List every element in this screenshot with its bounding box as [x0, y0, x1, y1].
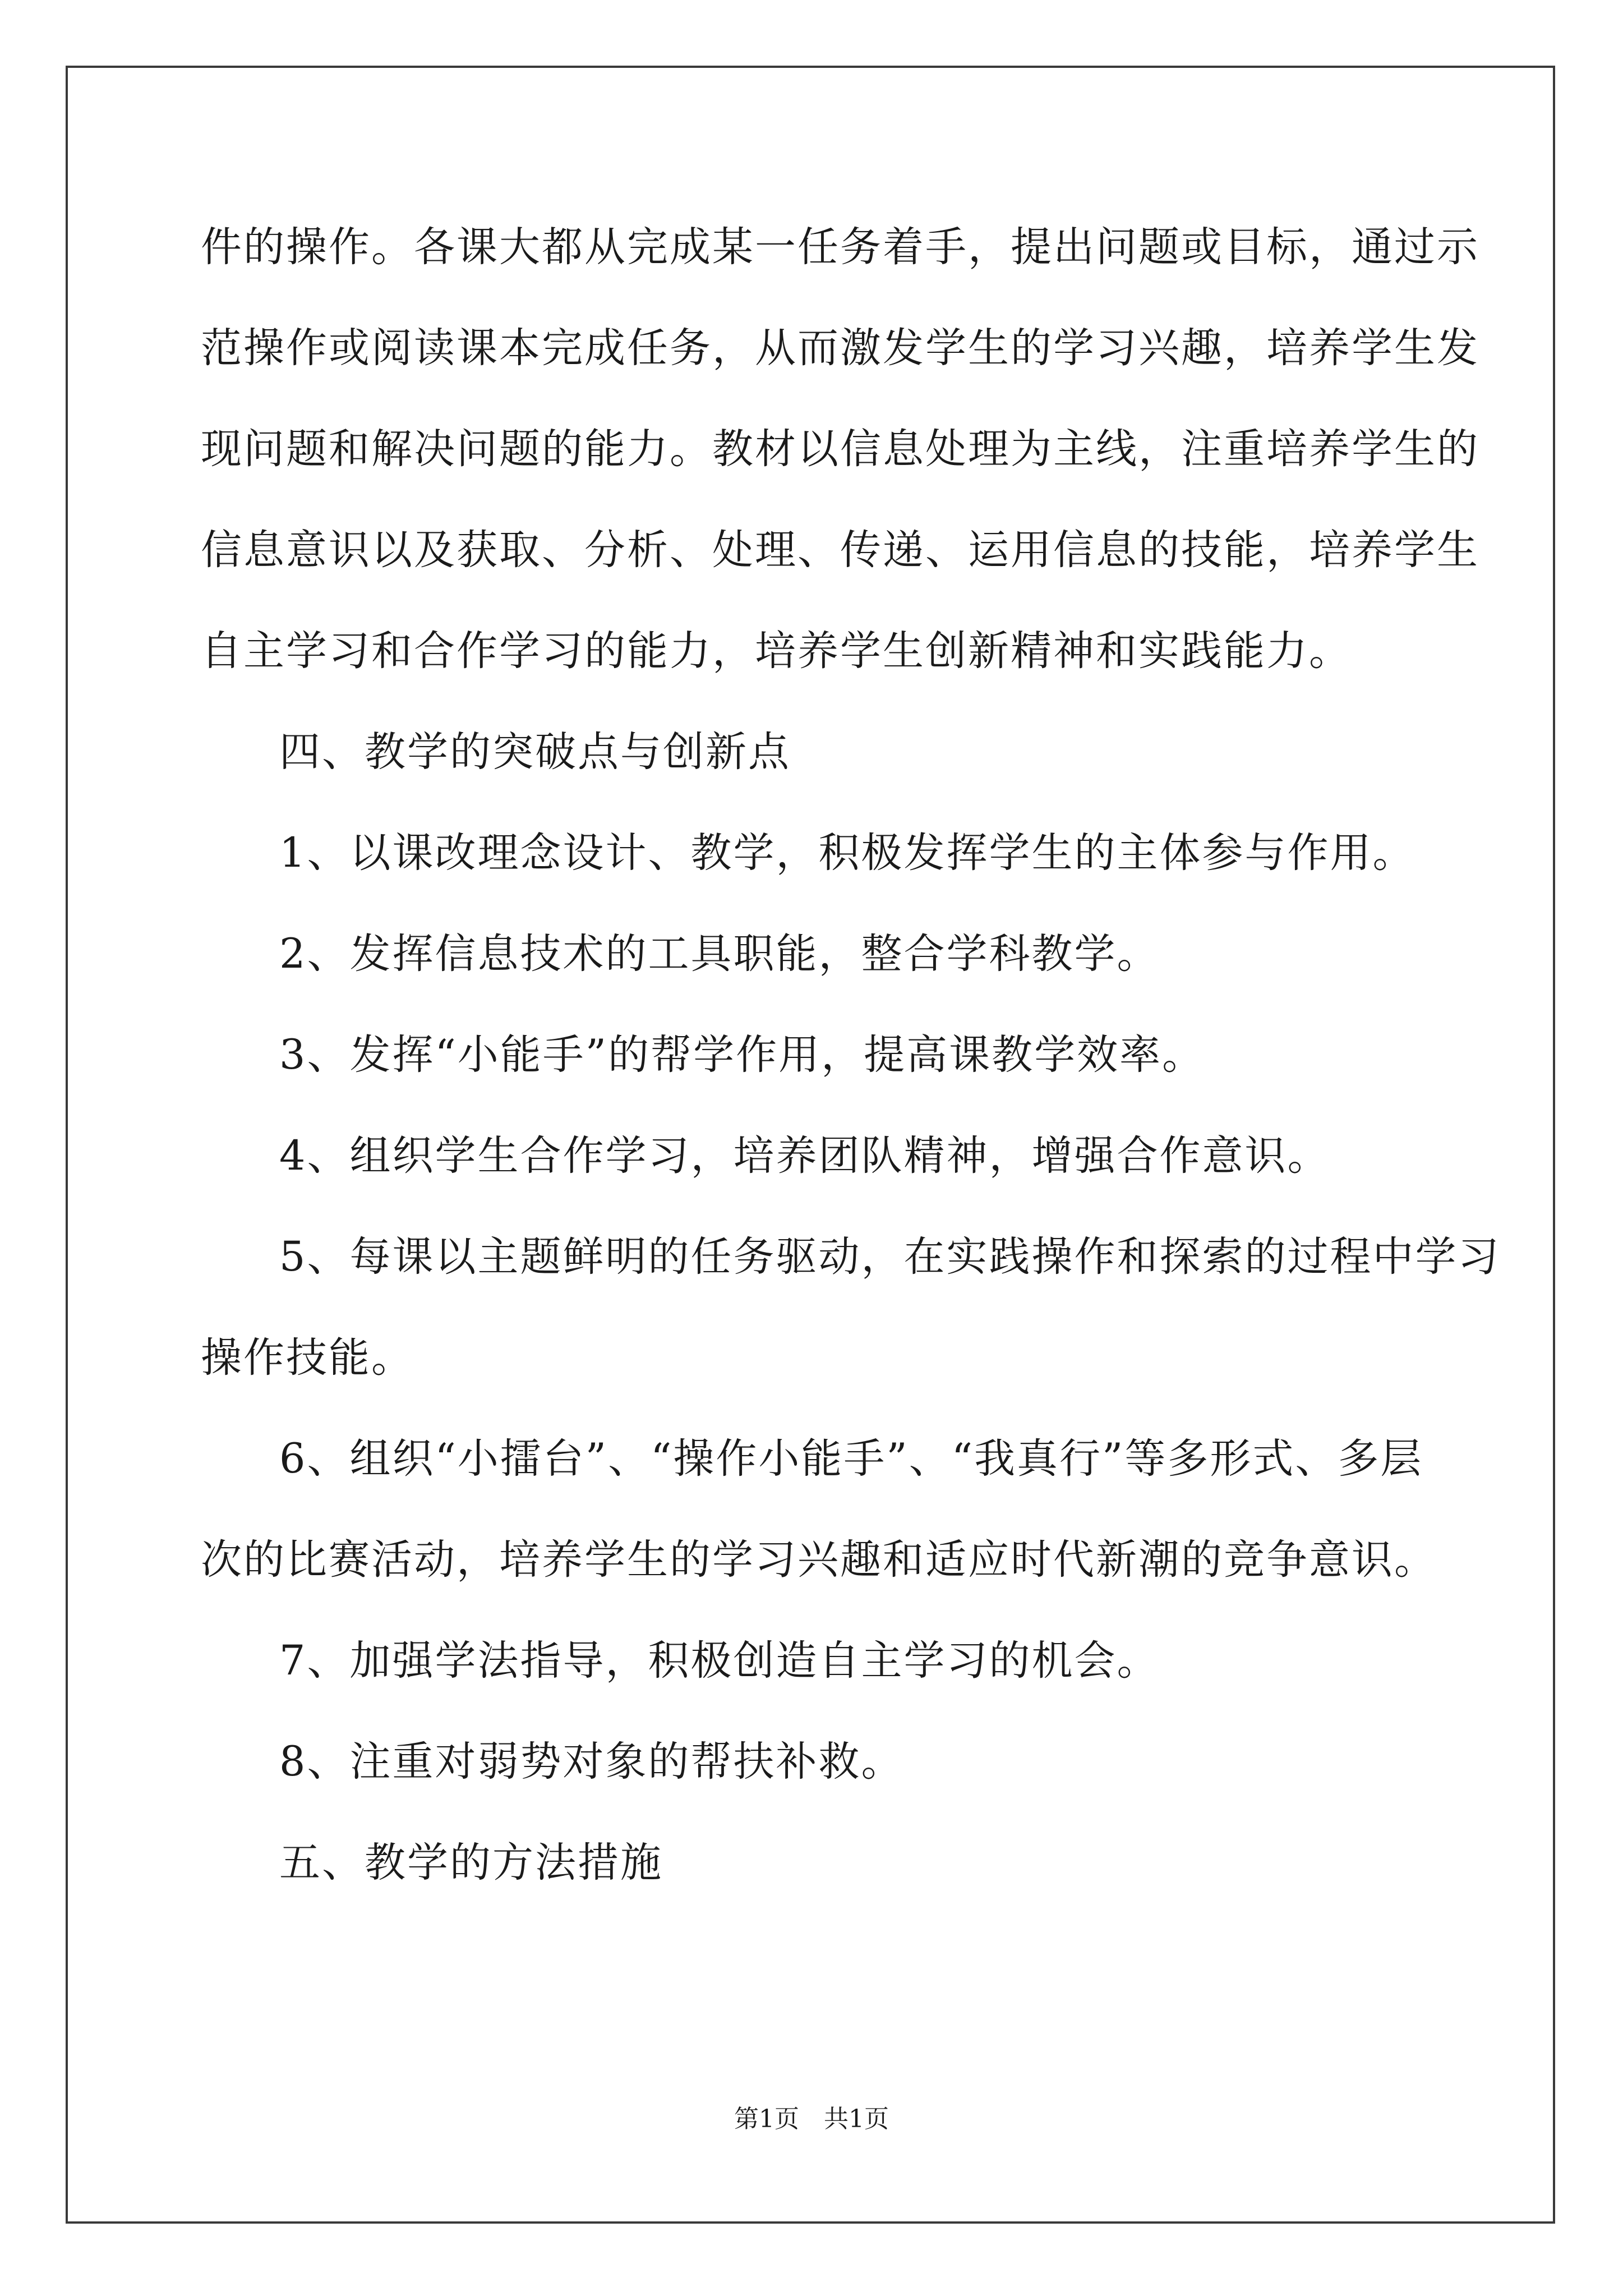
- list-item-5: 5、每课以主题鲜明的任务驱动，在实践操作和探索的过程中学习: [279, 1233, 1501, 1281]
- list-item-6: 6、组织“小擂台”、“操作小能手”、“我真行”等多形式、多层: [279, 1435, 1423, 1483]
- body-line-5: 自主学习和合作学习的能力，培养学生创新精神和实践能力。: [201, 627, 1352, 675]
- list-item-5-continued: 操作技能。: [201, 1334, 414, 1382]
- body-line-1: 件的操作。各课大都从完成某一任务着手，提出问题或目标，通过示: [201, 223, 1479, 271]
- section-heading-4: 四、教学的突破点与创新点: [279, 728, 791, 776]
- page-footer: [0, 2102, 1623, 2136]
- page-total: 共1页: [824, 2105, 889, 2133]
- body-line-4: 信息意识以及获取、分析、处理、传递、运用信息的技能，培养学生: [201, 526, 1479, 574]
- list-item-7: 7、加强学法指导，积极创造自主学习的机会。: [279, 1637, 1160, 1685]
- list-item-6-continued: 次的比赛活动，培养学生的学习兴趣和适应时代新潮的竞争意识。: [201, 1536, 1437, 1584]
- body-line-3: 现问题和解决问题的能力。教材以信息处理为主线，注重培养学生的: [201, 425, 1479, 473]
- list-item-1: 1、以课改理念设计、教学，积极发挥学生的主体参与作用。: [279, 829, 1415, 877]
- section-heading-5: 五、教学的方法措施: [279, 1839, 663, 1887]
- body-line-2: 范操作或阅读课本完成任务，从而激发学生的学习兴趣，培养学生发: [201, 324, 1479, 372]
- list-item-4: 4、组织学生合作学习，培养团队精神，增强合作意识。: [279, 1132, 1330, 1180]
- page-number: 第1页: [734, 2105, 799, 2133]
- list-item-8: 8、注重对弱势对象的帮扶补救。: [279, 1738, 904, 1786]
- list-item-3: 3、发挥“小能手”的帮学作用，提高课教学效率。: [279, 1031, 1205, 1079]
- list-item-2: 2、发挥信息技术的工具职能，整合学科教学。: [279, 930, 1160, 978]
